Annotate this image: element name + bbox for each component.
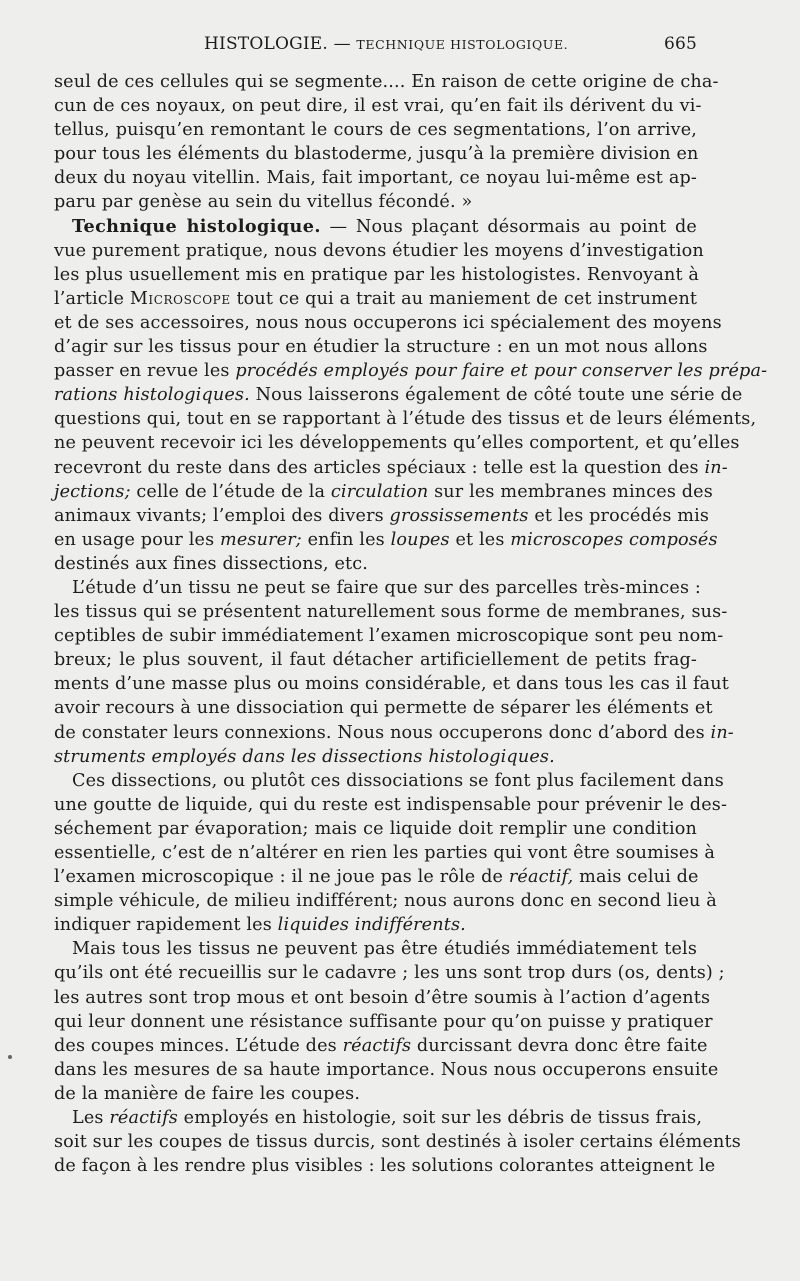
text-run: tout ce qui a trait au maniement de cet instrument xyxy=(230,288,698,309)
text-run: soit sur les coupes de tissus durcis, sont destinés à isoler certains éléments xyxy=(54,1132,741,1153)
italic-run: in- xyxy=(704,457,728,478)
text-run: animaux vivants; l’emploi des divers xyxy=(54,505,390,526)
text-run: Les xyxy=(72,1108,110,1129)
body-text xyxy=(54,70,768,1178)
text-line xyxy=(54,1130,741,1154)
text-run: vue purement pratique, nous devons étudier les moyens d’investigation xyxy=(54,240,704,261)
italic-run: procédés employés pour faire et pour conserver les prépa- xyxy=(235,361,768,382)
text-run: Nous laisserons également de côté toute une série de xyxy=(249,385,743,406)
page-number: 665 xyxy=(663,34,697,54)
text-line xyxy=(54,1010,713,1034)
text-line xyxy=(54,1034,708,1058)
italic-run: rations histologiques. xyxy=(54,385,250,406)
text-run: et de ses accessoires, nous nous occuperons ici spécialement des moyens xyxy=(54,312,722,333)
text-run: simple véhicule, de milieu indifférent; nous aurons donc en second lieu à xyxy=(54,891,717,912)
text-line xyxy=(54,383,743,407)
text-line xyxy=(54,215,697,239)
text-run: dans les mesures de sa haute importance. Nous nous occuperons ensuite xyxy=(54,1059,719,1080)
text-run: Mais tous les tissus ne peuvent pas être étudiés immédiatement tels xyxy=(72,939,697,960)
text-run: questions qui, tout en se rapportant à l’étude des tissus et de leurs éléments, xyxy=(54,409,757,430)
text-run: sur les membranes minces des xyxy=(428,481,713,502)
text-line xyxy=(54,817,697,841)
text-run: l’article xyxy=(54,288,130,309)
text-line xyxy=(54,335,708,359)
text-line xyxy=(54,552,697,576)
text-run: ceptibles de subir immédiatement l’examen microscopique sont peu nom- xyxy=(54,626,724,647)
text-line xyxy=(54,913,697,937)
text-line xyxy=(54,166,697,190)
text-line xyxy=(54,696,713,720)
text-line xyxy=(54,311,722,335)
text-line xyxy=(54,142,697,166)
header-dash: — xyxy=(333,34,351,54)
text-run: deux du noyau vitellin. Mais, fait important, ce noyau lui-même est ap- xyxy=(54,168,697,189)
text-run: celle de l’étude de la xyxy=(130,481,331,502)
running-header xyxy=(54,34,697,58)
text-run: paru par genèse au sein du vitellus fécondé. » xyxy=(54,192,473,213)
text-run: mais celui de xyxy=(573,867,699,888)
text-line xyxy=(54,721,734,745)
text-line xyxy=(54,287,697,311)
text-run: breux; le plus souvent, il faut détacher artificiellement de petits frag- xyxy=(54,650,697,671)
text-line xyxy=(54,793,728,817)
text-run: les plus usuellement mis en pratique par les histologistes. Renvoyant à xyxy=(54,264,700,285)
text-line xyxy=(54,937,697,961)
text-run: qui leur donnent une résistance suffisante pour qu’on puisse y pratiquer xyxy=(54,1011,713,1032)
text-line xyxy=(54,359,768,383)
text-run: tellus, puisqu’en remontant le cours de ces segmentations, l’on arrive, xyxy=(54,120,697,141)
text-run: de la manière de faire les coupes. xyxy=(54,1083,361,1104)
text-run: ments d’une masse plus ou moins considérable, et dans tous les cas il faut xyxy=(54,674,729,695)
text-run: passer en revue les xyxy=(54,361,236,382)
text-run: de façon à les rendre plus visibles : les solutions colorantes atteignent le xyxy=(54,1156,716,1177)
italic-run: circulation xyxy=(330,481,429,502)
text-run: qu’ils ont été recueillis sur le cadavre ; les uns sont trop durs (os, dents) ; xyxy=(54,963,725,984)
italic-run: liquides indifférents. xyxy=(277,915,466,936)
text-run: une goutte de liquide, qui du reste est indispensable pour prévenir le des- xyxy=(54,794,728,815)
text-run: de constater leurs connexions. Nous nous occuperons donc d’abord des xyxy=(54,722,711,743)
text-line xyxy=(54,745,697,769)
text-run: avoir recours à une dissociation qui permette de séparer les éléments et xyxy=(54,698,713,719)
running-title xyxy=(204,34,568,54)
text-run: d’agir sur les tissus pour en étudier la structure : en un mot nous allons xyxy=(54,337,708,358)
text-run: seul de ces cellules qui se segmente.... En raison de cette origine de cha- xyxy=(54,72,719,92)
text-line xyxy=(54,769,724,793)
text-line xyxy=(54,961,725,985)
text-run: Ces dissections, ou plutôt ces dissociations se font plus facilement dans xyxy=(72,770,724,791)
italic-run: mesurer; xyxy=(220,529,302,550)
text-line xyxy=(54,118,697,142)
text-line xyxy=(54,263,700,287)
text-line xyxy=(54,239,704,263)
italic-run: struments employés dans les dissections histologiques. xyxy=(54,746,555,767)
text-run: en usage pour les xyxy=(54,529,221,550)
text-line xyxy=(54,528,718,552)
text-run: destinés aux fines dissections, etc. xyxy=(54,553,368,574)
run-in-heading: Technique histologique. xyxy=(72,215,321,237)
text-line xyxy=(54,1106,703,1130)
text-run: des coupes minces. L’étude des xyxy=(54,1035,343,1056)
italic-run: réactifs xyxy=(109,1108,178,1129)
italic-run: loupes xyxy=(390,529,450,550)
text-line xyxy=(54,94,702,118)
italic-run: jections; xyxy=(54,481,131,502)
text-line xyxy=(54,431,740,455)
text-run: recevront du reste dans des articles spéciaux : telle est la question des xyxy=(54,457,705,478)
text-line xyxy=(54,841,716,865)
text-run: et les xyxy=(449,529,511,550)
text-line xyxy=(54,1154,716,1178)
text-run: l’examen microscopique : il ne joue pas le rôle de xyxy=(54,867,509,888)
text-run: les autres sont trop mous et ont besoin d’être soumis à l’action d’agents xyxy=(54,987,711,1008)
italic-run: in- xyxy=(710,722,734,743)
text-line xyxy=(54,480,713,504)
text-line xyxy=(54,456,728,480)
text-run: et les procédés mis xyxy=(528,505,710,526)
text-line xyxy=(54,624,724,648)
text-line xyxy=(54,600,728,624)
text-run: indiquer rapidement les xyxy=(54,915,278,936)
text-line xyxy=(54,407,757,431)
text-line xyxy=(54,1058,719,1082)
chapter-title: HISTOLOGIE. xyxy=(204,34,328,54)
italic-run: réactif, xyxy=(508,867,574,888)
text-run: les tissus qui se présentent naturellement sous forme de membranes, sus- xyxy=(54,602,728,623)
text-line xyxy=(54,648,697,672)
text-run: L’étude d’un tissu ne peut se faire que sur des parcelles très-minces : xyxy=(72,577,701,598)
text-line xyxy=(54,576,701,600)
text-run: — Nous plaçant désormais au point de xyxy=(320,216,697,237)
text-run: enfin les xyxy=(301,529,391,550)
text-run: cun de ces noyaux, on peut dire, il est vrai, qu’en fait ils dérivent du vi- xyxy=(54,96,702,117)
text-line xyxy=(54,190,697,214)
text-line xyxy=(54,70,719,94)
text-run: employés en histologie, soit sur les débris de tissus frais, xyxy=(177,1108,703,1129)
text-line xyxy=(54,986,711,1010)
italic-run: grossissements xyxy=(389,505,529,526)
text-run: durcissant devra donc être faite xyxy=(411,1035,708,1056)
margin-speck xyxy=(8,1055,12,1059)
text-line xyxy=(54,672,729,696)
italic-run: microscopes composés xyxy=(510,529,718,550)
text-run: ne peuvent recevoir ici les développements qu’elles comportent, et qu’elles xyxy=(54,433,740,454)
italic-run: réactifs xyxy=(342,1035,412,1056)
text-run: pour tous les éléments du blastoderme, jusqu’à la première division en xyxy=(54,144,699,165)
text-line xyxy=(54,1082,697,1106)
text-run: séchement par évaporation; mais ce liquide doit remplir une condition xyxy=(54,818,697,839)
section-title: TECHNIQUE HISTOLOGIQUE. xyxy=(356,37,569,52)
small-caps-ref: Microscope xyxy=(129,288,231,309)
text-run: essentielle, c’est de n’altérer en rien les parties qui vont être soumises à xyxy=(54,843,716,863)
text-line xyxy=(54,889,717,913)
text-line xyxy=(54,504,710,528)
text-line xyxy=(54,865,697,889)
